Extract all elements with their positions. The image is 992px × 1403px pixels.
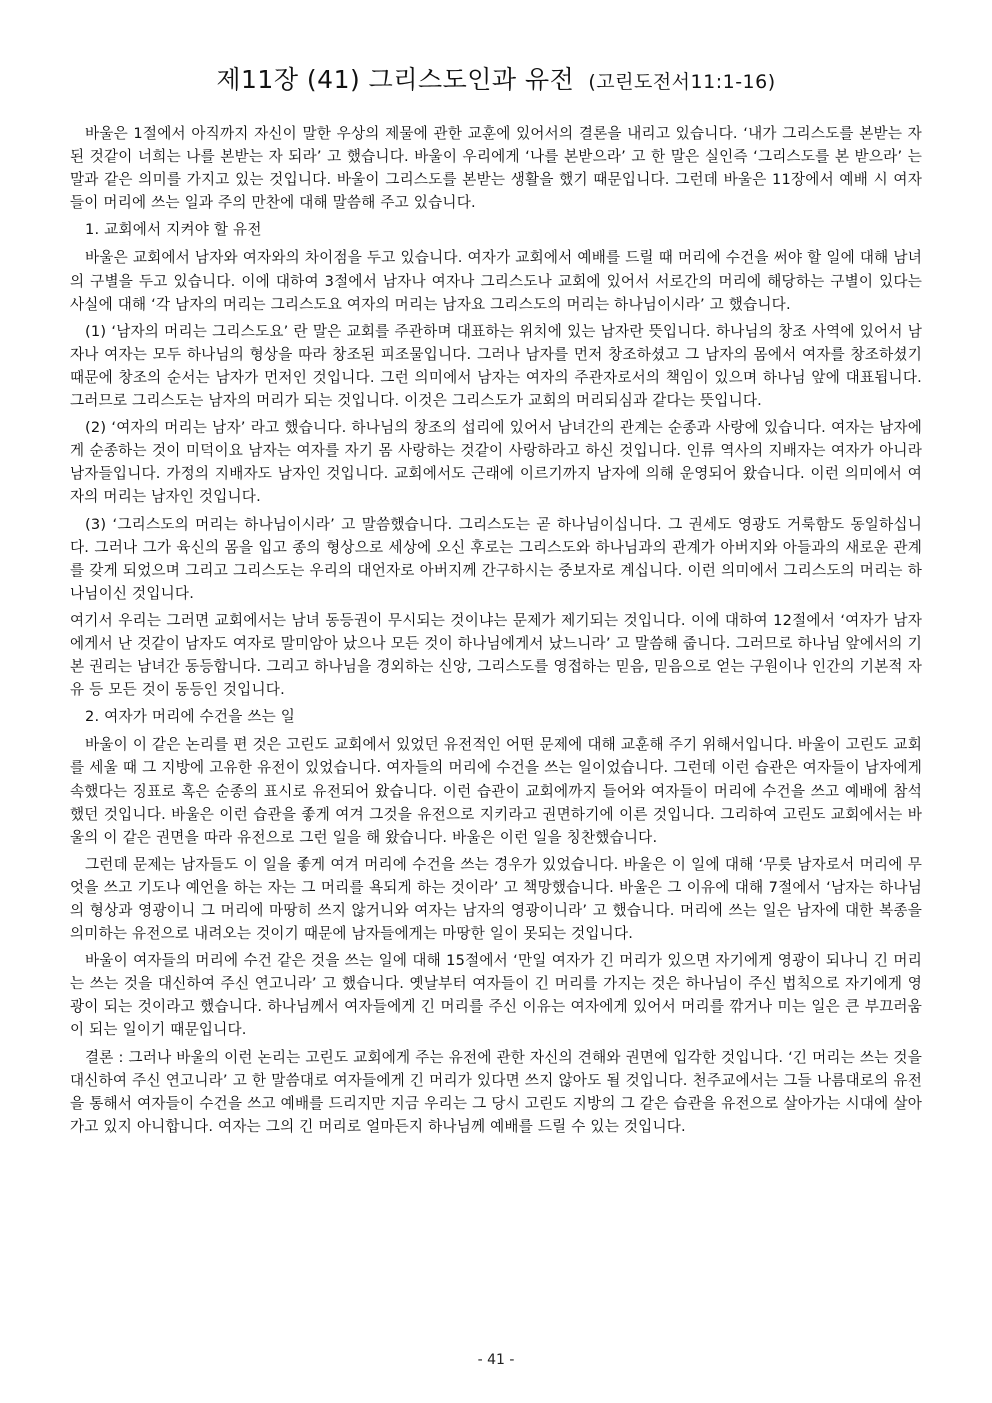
- page-number: - 41 -: [477, 1352, 515, 1368]
- paragraph-section1-intro: 바울은 교회에서 남자와 여자와의 차이점을 두고 있습니다. 여자가 교회에서 예배를 드릴 때 머리에 수건을 써야 할 일에 대해 남녀의 구별을 두고 있습니다. 이에 대하여 3절에서 남자나 여자나 그리스도나 교회에 있어서 서로간의 머리에 해당하는 구별이 있다는 사실에 대해 ‘각 남자의 머리는 그리스도요 여자의 머리는 남자요 그리스도의 머리는 하나님이시라’ 고 했습니다.: [70, 249, 922, 313]
- scripture-reference: (고린도전서11:1-16): [588, 71, 776, 93]
- document-body: [70, 122, 922, 1138]
- section-heading-2: 2. 여자가 머리에 수건을 쓰는 일: [85, 708, 296, 726]
- paragraph-equality: 여기서 우리는 그러면 교회에서는 남녀 동등권이 무시되는 것이냐는 문제가 제기되는 것입니다. 이에 대하여 12절에서 ‘여자가 남자에게서 난 것같이 남자도 여자로 말미암아 났으나 모든 것이 하나님에게서 났느니라’ 고 말씀해 줍니다. 그러므로 하나님 앞에서의 기본 권리는 남녀간 동등합니다. 그리고 하나님을 경외하는 신앙, 그리스도를 영접하는 믿음, 믿음으로 얻는 구원이나 인간의 기본적 자유 등 모든 것이 동등인 것입니다.: [70, 611, 922, 699]
- page-title: [70, 62, 922, 100]
- paragraph-section2-intro: 바울이 이 같은 논리를 편 것은 고린도 교회에서 있었던 유전적인 어떤 문제에 대해 교훈해 주기 위해서입니다. 바울이 고린도 교회를 세울 때 그 지방에 고유한 유전이 있었습니다. 여자들의 머리에 수건을 쓰는 일이었습니다. 그런데 이런 습관은 여자들이 남자에게 속했다는 징표로 혹은 순종의 표시로 유전되어 왔습니다. 이런 습관이 교회에까지 들어와 여자들이 머리에 수건을 쓰고 예배에 참석했던 것입니다. 바울은 이런 습관을 좋게 여겨 그것을 유전으로 지키라고 권면하기에 이른 것입니다. 그리하여 고린도 교회에서는 바울의 이 같은 권면을 따라 유전으로 그런 일을 해 왔습니다. 바울은 이런 일을 칭찬했습니다.: [70, 736, 922, 846]
- paragraph-men-covering: 그런데 문제는 남자들도 이 일을 좋게 여겨 머리에 수건을 쓰는 경우가 있었습니다. 바울은 이 일에 대해 ‘무릇 남자로서 머리에 무엇을 쓰고 기도나 예언을 하는 자는 그 머리를 욕되게 하는 것이라’ 고 책망했습니다. 바울은 그 이유에 대해 7절에서 ‘남자는 하나님의 형상과 영광이니 그 머리에 마땅히 쓰지 않거니와 여자는 남자의 영광이니라’ 고 했습니다. 머리에 쓰는 일은 남자에 대한 복종을 의미하는 유전으로 내려오는 것이기 때문에 남자들에게는 마땅한 일이 못되는 것입니다.: [70, 855, 922, 943]
- paragraph-long-hair: 바울이 여자들의 머리에 수건 같은 것을 쓰는 일에 대해 15절에서 ‘만일 여자가 긴 머리가 있으면 자기에게 영광이 되나니 긴 머리는 쓰는 것을 대신하여 주신 연고니라’ 고 했습니다. 옛날부터 여자들이 긴 머리를 가지는 것은 하나님이 주신 법칙으로 자기에게 영광이 되는 것이라고 했습니다. 하나님께서 여자들에게 긴 머리를 주신 이유는 여자에게 있어서 머리를 깎거나 미는 일은 큰 부끄러움이 되는 일이기 때문입니다.: [70, 952, 922, 1039]
- chapter-title: 제11장 (41) 그리스도인과 유전: [216, 65, 575, 94]
- paragraph-point-3: (3) ‘그리스도의 머리는 하나님이시라’ 고 말씀했습니다. 그리스도는 곧 하나님이십니다. 그 권세도 영광도 거룩함도 동일하십니다. 그러나 그가 육신의 몸을 입고 종의 형상으로 세상에 오신 후로는 그리스도와 하나님과의 관계가 아버지와 아들과의 새로운 관계를 갖게 되었으며 그리고 그리스도는 우리의 대언자로 아버지께 간구하시는 중보자로 계십니다. 이런 의미에서 그리스도의 머리는 하나님이신 것입니다.: [70, 515, 922, 602]
- paragraph-point-2: (2) ‘여자의 머리는 남자’ 라고 했습니다. 하나님의 창조의 섭리에 있어서 남녀간의 관계는 순종과 사랑에 있습니다. 여자는 남자에게 순종하는 것이 미덕이요 남자는 여자를 자기 몸 사랑하는 것같이 사랑하라고 하신 것입니다. 인류 역사의 지배자는 여자가 아니라 남자들입니다. 가정의 지배자도 남자인 것입니다. 교회에서도 근래에 이르기까지 남자에 의해 운영되어 왔습니다. 이런 의미에서 여자의 머리는 남자인 것입니다.: [70, 419, 922, 506]
- paragraph-intro: 바울은 1절에서 아직까지 자신이 말한 우상의 제물에 관한 교훈에 있어서의 결론을 내리고 있습니다. ‘내가 그리스도를 본받는 자 된 것같이 너희는 나를 본받는 자 되라’ 고 했습니다. 바울이 우리에게 ‘나를 본받으라’ 고 한 말은 실인즉 ‘그리스도를 본 받으라’ 는 말과 같은 의미를 가지고 있는 것입니다. 바울이 그리스도를 본받는 생활을 했기 때문입니다. 그런데 바울은 11장에서 예배 시 여자들이 머리에 쓰는 일과 주의 만찬에 대해 말씀해 주고 있습니다.: [70, 125, 922, 212]
- paragraph-conclusion: 결론 : 그러나 바울의 이런 논리는 고린도 교회에게 주는 유전에 관한 자신의 견해와 권면에 입각한 것입니다. ‘긴 머리는 쓰는 것을 대신하여 주신 연고니라’ 고 한 말씀대로 여자들에게 긴 머리가 있다면 쓰지 않아도 될 것입니다. 천주교에서는 그들 나름대로의 유전을 통해서 여자들이 수건을 쓰고 예배를 드리지만 지금 우리는 그 당시 고린도 지방의 그 같은 습관을 유전으로 살아가는 시대에 살아가고 있지 아니합니다. 여자는 그의 긴 머리로 얼마든지 하나님께 예배를 드릴 수 있는 것입니다.: [70, 1048, 922, 1135]
- section-heading-1: 1. 교회에서 지켜야 할 유전: [85, 221, 262, 239]
- paragraph-point-1: (1) ‘남자의 머리는 그리스도요’ 란 말은 교회를 주관하며 대표하는 위치에 있는 남자란 뜻입니다. 하나님의 창조 사역에 있어서 남자나 여자는 모두 하나님의 형상을 따라 창조된 피조물입니다. 그러나 남자를 먼저 창조하셨고 그 남자의 몸에서 여자를 창조하셨기 때문에 창조의 순서는 남자가 먼저인 것입니다. 그런 의미에서 남자는 여자의 주관자로서의 책임이 있으며 하나님 앞에 대표됩니다. 그러므로 그리스도는 남자의 머리가 되는 것입니다. 이것은 그리스도가 교회의 머리되심과 같다는 뜻입니다.: [70, 322, 922, 410]
